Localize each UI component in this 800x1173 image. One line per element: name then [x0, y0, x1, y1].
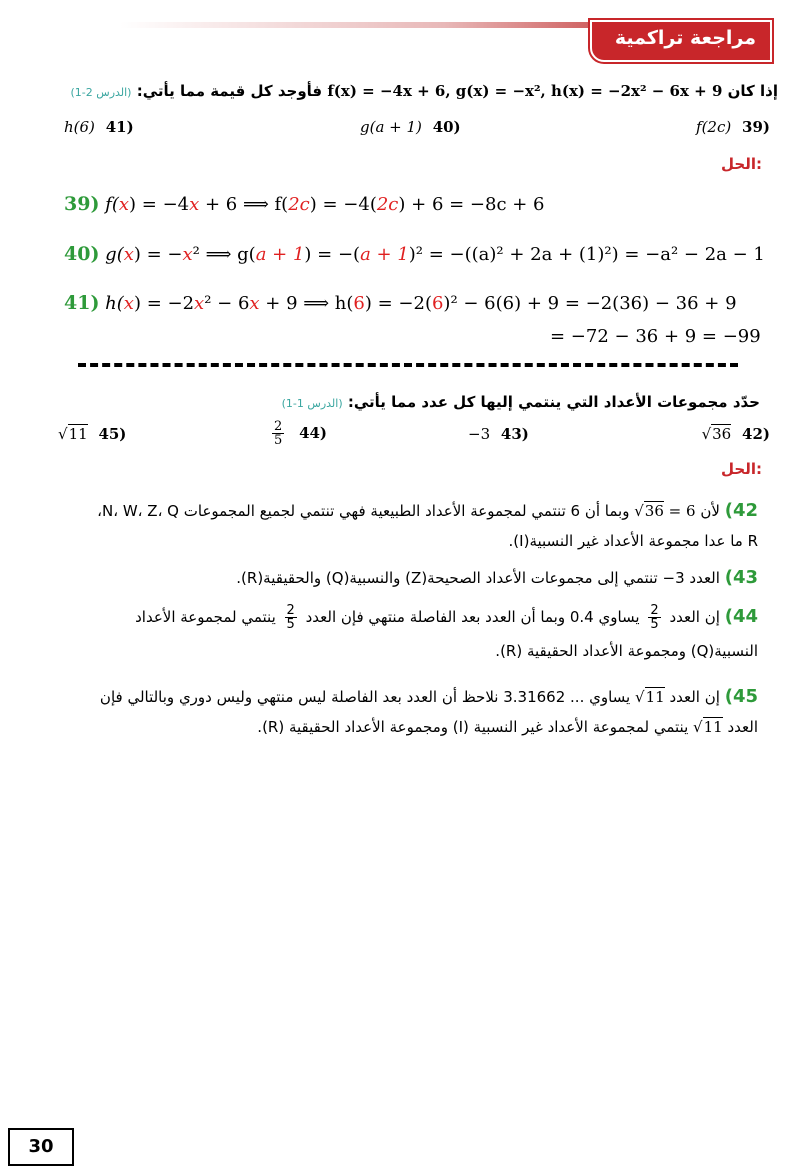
answer-44: [38, 600, 758, 668]
sqrt-radicand: 11: [68, 425, 88, 443]
eq-var: a + 1: [255, 244, 305, 265]
solution-41: [64, 292, 737, 314]
exercise-number: 44): [299, 423, 328, 442]
equation-tail: = 6: [668, 502, 696, 520]
fraction-numerator: 2: [274, 419, 283, 434]
section-banner: [590, 20, 772, 62]
dashed-separator: [78, 363, 738, 367]
sqrt-radicand: 36: [644, 502, 664, 520]
answer-number: 44): [724, 606, 758, 627]
solution-number: 41): [64, 292, 100, 314]
instruction-text: حدّد مجموعات الأعداد التي ينتمي إليها كل عدد مما يأتي:: [347, 393, 760, 411]
exercise-number: 45): [98, 425, 127, 443]
eq-part: )² = −((a)² + 2a + (1)²) = −a² − 2a − 1: [408, 244, 765, 265]
sqrt-radicand: 11: [645, 688, 665, 706]
solution-number: 40): [64, 243, 100, 265]
answer-text: يساوي ... 3.31662 نلاحظ أن العدد بعد الفاصلة ليس منتهي وليس دوري وبالتالي فإن: [99, 688, 631, 706]
eq-var: x: [118, 194, 130, 215]
exercise-number: 41): [105, 118, 134, 136]
answer-43: [38, 563, 758, 593]
solution-41-line2: = −72 − 36 + 9 = −99: [550, 326, 761, 347]
solution-label: الحل:: [721, 155, 762, 173]
sqrt-expression: √11: [635, 688, 665, 706]
eq-var: 6: [431, 293, 444, 314]
eq-part: ) + 6 = −8c + 6: [398, 194, 545, 215]
answer-number: 42): [724, 500, 758, 521]
exercise-item-45: √11 45): [58, 425, 127, 443]
sqrt-radicand: 11: [703, 718, 723, 736]
eq-var: x: [123, 244, 134, 265]
exercise-item-42: √36 42): [701, 425, 770, 443]
answer-text: R ما عدا مجموعة الأعداد غير النسبية(I).: [508, 532, 758, 550]
exercise-item-39: [696, 118, 770, 136]
exercise-expr: g(a + 1): [360, 118, 422, 136]
fraction: [272, 420, 284, 447]
fraction-numerator: 2: [286, 603, 295, 618]
eq-var: 2c: [288, 194, 310, 215]
solution-label-2: الحل:: [721, 460, 762, 478]
eq-var: 6: [353, 293, 365, 314]
instruction-prefix: إذا كان: [727, 82, 778, 100]
exercise-expr: −3: [468, 425, 491, 443]
eq-var: a + 1: [360, 244, 409, 265]
eq-part: )² − 6(6) + 9 = −2(36) − 36 + 9: [443, 293, 737, 314]
eq-part: h(: [105, 293, 124, 314]
fraction-denominator: 5: [274, 433, 283, 448]
answer-text: ينتمي لمجموعة الأعداد غير النسبية (I) ومجموعة الأعداد الحقيقية (R).: [257, 718, 689, 736]
functions-definition: f(x) = −4x + 6, g(x) = −x², h(x) = −2x² − 6x + 9: [327, 82, 723, 100]
exercise-item-44: [268, 420, 327, 447]
eq-var: x: [194, 293, 205, 314]
exercise-item-40: [360, 118, 461, 136]
question-instruction: [70, 82, 778, 100]
eq-part: ) = −2(: [364, 293, 432, 314]
eq-part: ) = −4: [129, 194, 190, 215]
page-number: 30: [8, 1128, 74, 1166]
eq-var: x: [182, 244, 193, 265]
lesson-reference: (الدرس 1-1): [281, 397, 343, 410]
eq-part: f(: [105, 194, 119, 215]
answer-text: إن العدد: [669, 608, 720, 626]
answer-text: العدد: [727, 718, 758, 736]
sqrt-expression: √36 = 6: [634, 502, 696, 520]
eq-part: ) = −4(: [309, 194, 377, 215]
eq-part: + 9 ⟹ h(: [259, 293, 354, 314]
answer-45: [38, 682, 758, 742]
answer-text: إن العدد: [669, 688, 720, 706]
fraction-denominator: 5: [650, 617, 659, 632]
fraction-numerator: 2: [650, 603, 659, 618]
solution-39: [64, 193, 545, 215]
answer-text: يساوي 0.4 وبما أن العدد بعد الفاصلة منتهي فإن العدد: [305, 608, 640, 626]
fraction: [285, 604, 297, 631]
answer-text: وبما أن 6 تنتمي لمجموعة الأعداد الطبيعية فهي تنتمي لجميع المجموعات N، W، Z، Q،: [97, 502, 630, 520]
banner-title: مراجعة تراكمية: [614, 27, 756, 49]
exercise-number: 43): [500, 425, 529, 443]
eq-var: 2c: [376, 194, 399, 215]
exercise-item-43: [468, 425, 529, 443]
eq-part: + 6 ⟹ f(: [199, 194, 289, 215]
answer-text: العدد 3− تنتمي إلى مجموعات الأعداد الصحيحة(Z) والنسبية(Q) والحقيقية(R).: [236, 569, 720, 587]
exercise-expr: f(2c): [696, 118, 732, 136]
eq-part: ) = −2: [133, 293, 195, 314]
eq-part: ) = −(: [304, 244, 361, 265]
exercise-item-41: [64, 118, 134, 136]
question-2-instruction: [282, 393, 760, 411]
fraction-denominator: 5: [286, 617, 295, 632]
lesson-reference: (الدرس 2-1): [70, 86, 132, 99]
answer-text: ينتمي لمجموعة الأعداد: [135, 608, 276, 626]
eq-var: x: [123, 293, 134, 314]
eq-var: x: [189, 194, 200, 215]
answer-number: 45): [724, 686, 758, 707]
solution-40: [64, 243, 765, 265]
answer-text: لأن: [700, 502, 720, 520]
eq-part: ) = −: [133, 244, 183, 265]
answer-text: النسبية(Q) ومجموعة الأعداد الحقيقية (R).: [495, 642, 758, 660]
instruction-suffix: فأوجد كل قيمة مما يأتي:: [136, 82, 323, 100]
sqrt-radicand: 36: [712, 425, 732, 443]
exercise-number: 42): [742, 425, 770, 443]
fraction: [648, 604, 660, 631]
eq-part: g(: [105, 244, 124, 265]
exercise-number: 39): [742, 118, 770, 136]
eq-part: ² ⟹ g(: [192, 244, 256, 265]
solution-number: 39): [64, 193, 100, 215]
sqrt-expression: √11: [693, 718, 723, 736]
exercise-expr: h(6): [64, 118, 95, 136]
header-decorative-line: [120, 22, 660, 28]
answer-number: 43): [724, 567, 758, 588]
answer-42: [38, 496, 758, 556]
eq-var: x: [249, 293, 260, 314]
eq-part: ² − 6: [204, 293, 250, 314]
exercise-number: 40): [432, 118, 461, 136]
